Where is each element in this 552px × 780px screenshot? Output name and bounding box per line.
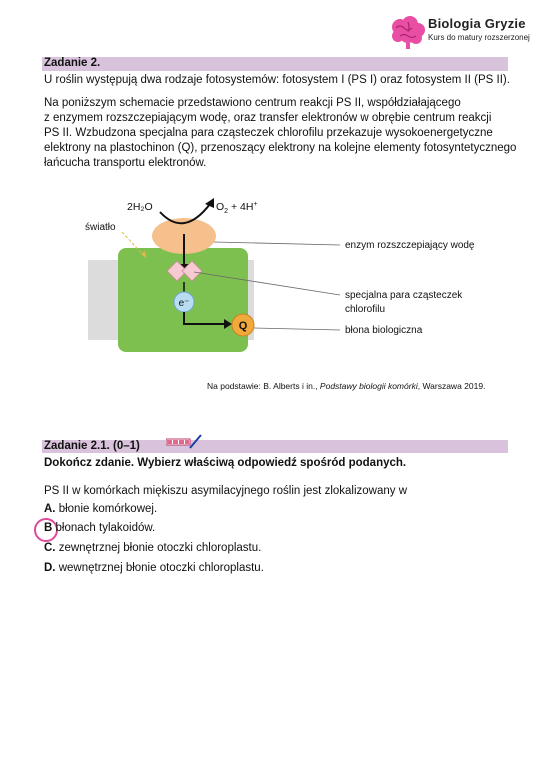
membrane-label: błona biologiczna: [345, 325, 423, 336]
membrane-leader: [254, 328, 340, 330]
logo-title: Biologia Gryzie: [428, 16, 526, 31]
enzyme-leader: [214, 242, 340, 245]
option-c[interactable]: C. zewnętrznej błonie otoczki chloroplastu.: [44, 542, 262, 554]
paragraph-line: Na poniższym schemacie przedstawiono centrum reakcji PS II, współdziałającego: [44, 97, 461, 109]
task-intro: U roślin występują dwa rodzaje fotosystemów: fotosystem I (PS I) oraz fotosystem II (PS II).: [44, 74, 510, 86]
water-arrow-head: [205, 198, 214, 208]
option-a[interactable]: A. błonie komórkowej.: [44, 503, 158, 515]
source-citation: Na podstawie: B. Alberts i in., Podstawy biologii komórki, Warszawa 2019.: [207, 381, 486, 391]
water-label: 2H₂O: [127, 201, 153, 213]
ps2-diagram: [0, 190, 552, 360]
enzyme-label: enzym rozszczepiający wodę: [345, 240, 475, 251]
paragraph-line: elektrony na plastochinon (Q), przenoszący elektrony na kolejne elementy fotosyntetycznego: [44, 142, 517, 154]
task-header-bar: [42, 57, 508, 71]
option-b[interactable]: B błonach tylakoidów.: [44, 522, 156, 534]
task-title: Zadanie 2.: [44, 57, 101, 69]
paragraph-line: PS II. Wzbudzona specjalna para cząsteczek chlorofilu przekazuje wysokoenergetyczne: [44, 127, 493, 139]
plastoquinone-label: Q: [238, 320, 248, 332]
subtask-stem: PS II w komórkach miękiszu asymilacyjnego roślin jest zlokalizowany w: [44, 485, 408, 497]
pair-label-line2: chlorofilu: [345, 304, 386, 315]
subtask-title: Zadanie 2.1. (0–1): [44, 440, 140, 452]
pair-label-line1: specjalna para cząsteczek: [345, 290, 463, 301]
oxygen-label: $O_2 + 4H^+$: [216, 201, 258, 215]
electron-label: e⁻: [178, 298, 190, 309]
paragraph-line: z enzymem rozszczepiającym wodę, oraz transfer elektronów w obrębie centrum reakcji: [44, 112, 492, 124]
option-d[interactable]: D. wewnętrznej błonie otoczki chloroplastu.: [44, 562, 264, 574]
subtask-instruction: Dokończ zdanie. Wybierz właściwą odpowiedź spośród podanych.: [44, 457, 407, 469]
light-label: światło: [85, 222, 116, 233]
difficulty-pencil-icon: [166, 434, 202, 450]
paragraph-line: łańcucha transportu elektronów.: [44, 157, 207, 169]
logo-subtitle: Kurs do matury rozszerzonej: [428, 33, 530, 42]
